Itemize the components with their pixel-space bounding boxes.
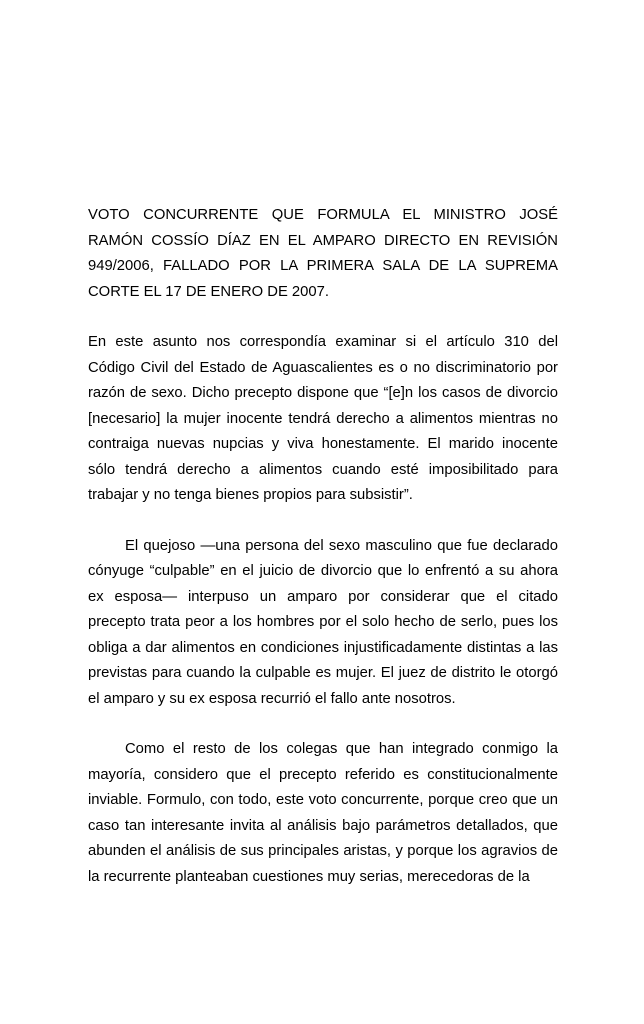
text-line: El quejoso —una persona del sexo masculino que fue declarado [125,537,558,554]
text-line: En este asunto nos correspondía examinar si el artículo 310 del [88,334,558,350]
text-line: Código Civil del Estado de Aguascalientes es o no discriminatorio por [88,359,558,376]
text-line: el amparo y su ex esposa recurrió el fallo ante nosotros. [88,690,456,707]
text-line: razón de sexo. Dicho precepto dispone que “[e]n los casos de divorcio [88,385,558,401]
text-line: ex esposa— interpuso un amparo por considerar que el citado [88,588,558,605]
title-paragraph [88,203,558,305]
body-paragraph [88,534,558,713]
text-line: abunden el análisis de sus principales aristas, y porque los agravios de [88,843,558,859]
body-paragraph [88,330,558,509]
body-paragraph [88,737,558,890]
text-line: inviable. Formulo, con todo, este voto concurrente, porque creo que un [88,792,558,808]
text-line: trabajar y no tenga bienes propios para subsistir”. [88,487,413,503]
title-line: CORTE EL 17 DE ENERO DE 2007. [88,283,329,300]
text-line: sólo tendrá derecho a alimentos cuando esté imposibilitado para [88,461,558,478]
text-line: cónyuge “culpable” en el juicio de divorcio que lo enfrentó a su ahora [88,563,558,579]
text-line: Como el resto de los colegas que han integrado conmigo la [125,741,558,757]
title-line: VOTO CONCURRENTE QUE FORMULA EL MINISTRO JOSÉ [88,207,558,223]
text-line: la recurrente planteaban cuestiones muy serias, merecedoras de la [88,868,530,885]
text-line: caso tan interesante invita al análisis bajo parámetros detallados, que [88,817,558,834]
title-line: RAMÓN COSSÍO DÍAZ EN EL AMPARO DIRECTO EN REVISIÓN [88,232,558,249]
text-line: [necesario] la mujer inocente tendrá derecho a alimentos mientras no [88,410,558,427]
text-line: obliga a dar alimentos en condiciones injustificadamente distintas a las [88,639,558,656]
text-line: contraiga nuevas nupcias y viva honestamente. El marido inocente [88,436,558,452]
title-line: 949/2006, FALLADO POR LA PRIMERA SALA DE LA SUPREMA [88,258,558,274]
text-line: precepto trata peor a los hombres por el solo hecho de serlo, pues los [88,614,558,630]
text-line: mayoría, considero que el precepto referido es constitucionalmente [88,766,558,783]
text-line: previstas para cuando la culpable es mujer. El juez de distrito le otorgó [88,665,558,681]
